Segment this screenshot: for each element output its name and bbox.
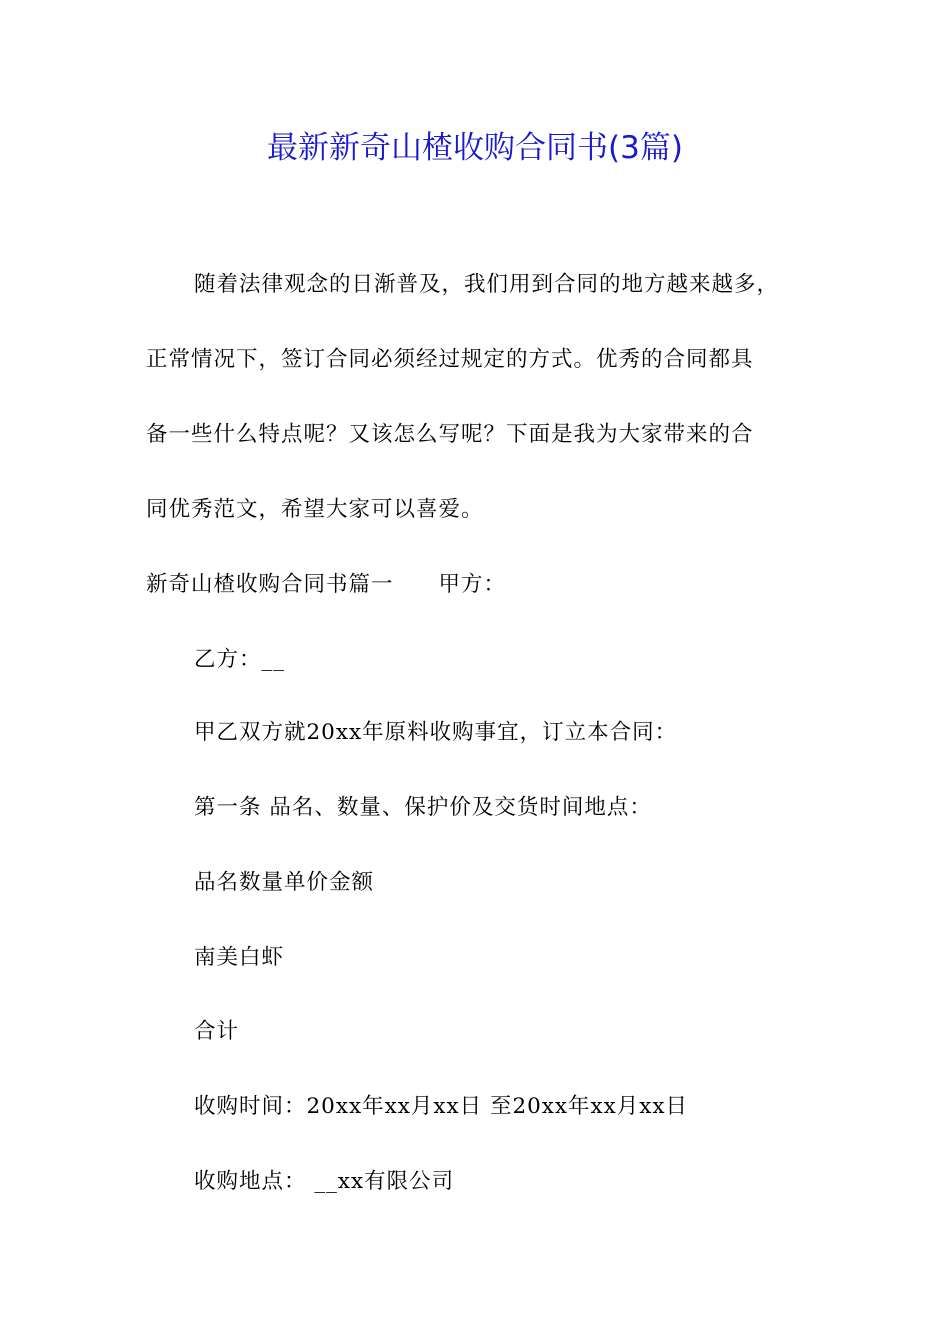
article-one-heading: 第一条 品名、数量、保护价及交货时间地点：	[194, 795, 652, 820]
intro-paragraph-line-4: 同优秀范文，希望大家可以喜爱。	[146, 497, 484, 522]
section-heading-party-a: 新奇山楂收购合同书篇一 甲方：	[146, 572, 507, 597]
product-name-line: 南美白虾	[194, 945, 285, 970]
total-line: 合计	[194, 1019, 240, 1044]
document-title: 最新新奇山楂收购合同书(3篇)	[267, 130, 683, 166]
purchase-time-line: 收购时间：20xx年xx月xx日 至20xx年xx月xx日	[194, 1094, 689, 1119]
intro-paragraph-line-2: 正常情况下，签订合同必须经过规定的方式。优秀的合同都具	[146, 347, 754, 372]
purchase-location-line: 收购地点： __xx有限公司	[194, 1169, 455, 1194]
intro-paragraph-line-1: 随着法律观念的日渐普及，我们用到合同的地方越来越多，	[194, 272, 780, 297]
intro-paragraph-line-3: 备一些什么特点呢？又该怎么写呢？下面是我为大家带来的合	[146, 422, 754, 447]
table-header-line: 品名数量单价金额	[194, 870, 375, 895]
agreement-intro-line: 甲乙双方就20xx年原料收购事宜，订立本合同：	[194, 720, 678, 745]
party-b-line: 乙方：__	[194, 647, 286, 672]
